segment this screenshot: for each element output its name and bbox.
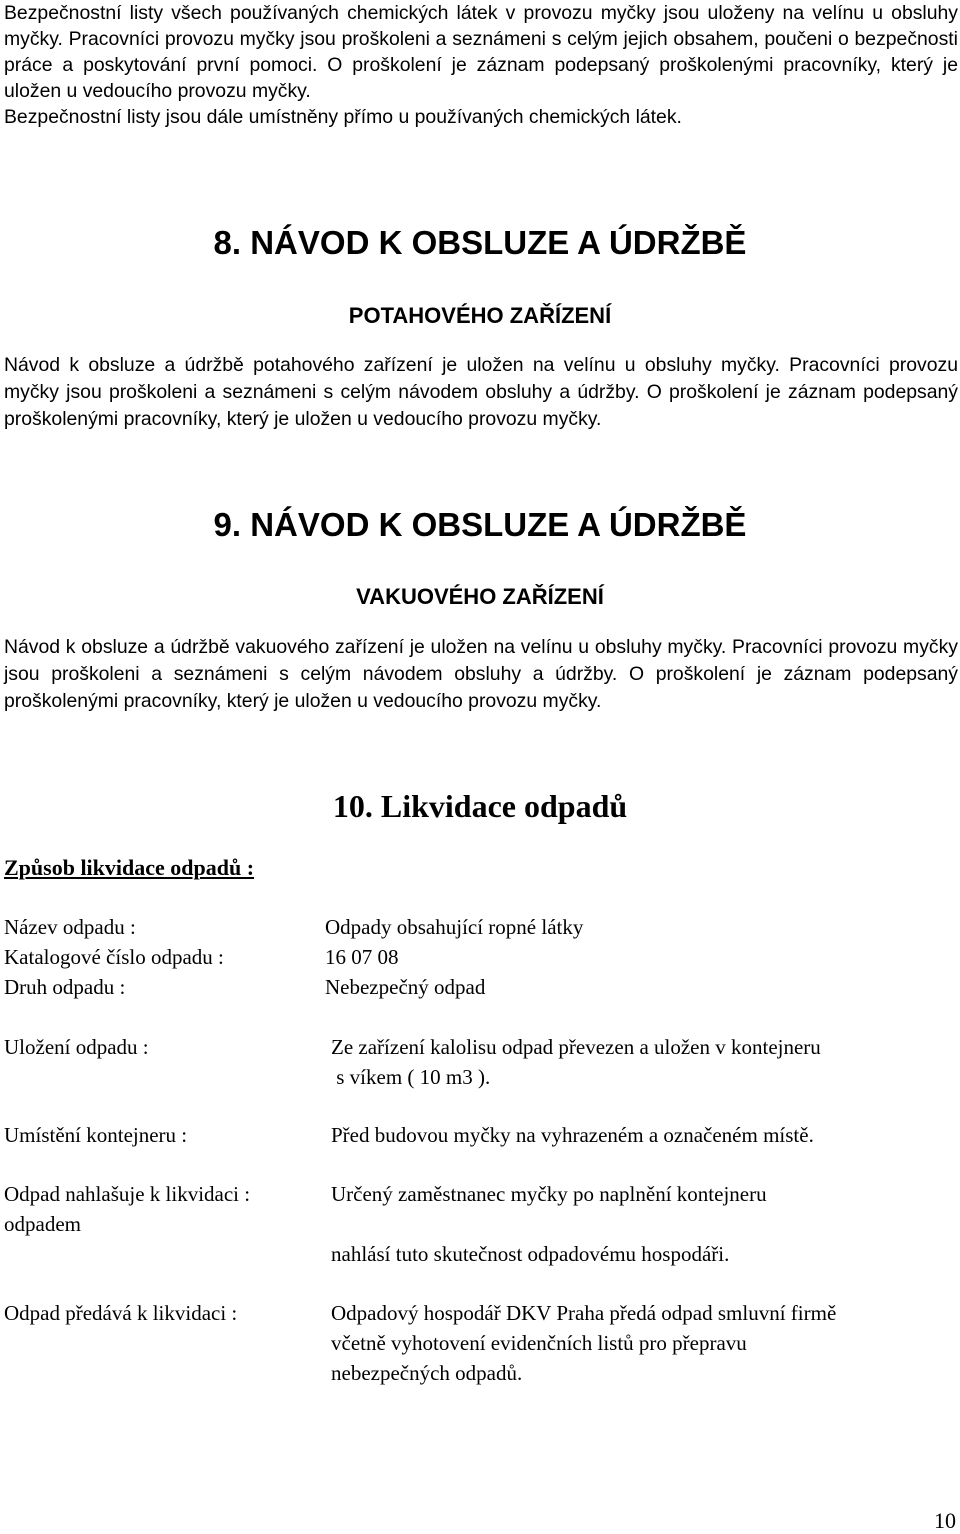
waste-type-label: Druh odpadu : <box>4 975 126 999</box>
waste-disposal-subhead: Způsob likvidace odpadů : <box>4 855 255 880</box>
storage-value-line-1: Ze zařízení kalolisu odpad převezen a uložen v kontejneru <box>331 1035 821 1059</box>
storage-label: Uložení odpadu : <box>4 1035 149 1059</box>
section-10-title: 10. Likvidace odpadů <box>332 788 628 824</box>
waste-name-label: Název odpadu : <box>4 915 136 939</box>
storage-value-line-2: s víkem ( 10 m3 ). <box>331 1065 491 1089</box>
section-9-body <box>4 634 958 715</box>
container-location-value: Před budovou myčky na vyhrazeném a označeném místě. <box>331 1123 814 1147</box>
section-8-subtitle: POTAHOVÉHO ZAŘÍZENÍ <box>348 303 612 328</box>
section-9-title: 9. NÁVOD K OBSLUZE A ÚDRŽBĚ <box>213 506 747 543</box>
catalog-number-label: Katalogové číslo odpadu : <box>4 945 224 969</box>
reporter-value-line-1: Určený zaměstnanec myčky po naplnění kontejneru <box>331 1182 767 1206</box>
waste-type-value: Nebezpečný odpad <box>325 975 486 999</box>
reporter-label-line-1: Odpad nahlašuje k likvidaci : <box>4 1182 251 1206</box>
handover-value-line-1: Odpadový hospodář DKV Praha předá odpad smluvní firmě <box>331 1301 837 1325</box>
handover-value-line-2: včetně vyhotovení evidenčních listů pro přepravu <box>331 1331 747 1355</box>
section-9-subtitle: VAKUOVÉHO ZAŘÍZENÍ <box>356 584 604 609</box>
intro-text <box>4 0 958 130</box>
handover-value-line-3: nebezpečných odpadů. <box>331 1361 523 1385</box>
intro-paragraph: Bezpečnostní listy všech používaných chemických látek v provozu myčky jsou uloženy na velínu u obsluhy myčky. Pracovníci provozu myčky jsou proškoleni a seznámeni s celým jejich obsahem, poučeni o bezpečnosti práce a poskytování první pomoci. O proškolení je záznam podepsaný proškolenými pracovníky, který je uložen u vedoucího provozu myčky. <box>4 2 958 102</box>
waste-name-value: Odpady obsahující ropné látky <box>325 915 584 939</box>
catalog-number-value: 16 07 08 <box>325 945 399 969</box>
page-number: 10 <box>934 1508 956 1533</box>
section-9-paragraph: Návod k obsluze a údržbě vakuového zařízení je uložen na velínu u obsluhy myčky. Pracovníci provozu myčky jsou proškoleni a seznámeni s celým návodem obsluhy a údržby. O proškolení je záznam podepsaný proškolenými pracovníky, který je uložen u vedoucího provozu myčky. <box>4 636 958 712</box>
section-8-paragraph: Návod k obsluze a údržbě potahového zařízení je uložen na velínu u obsluhy myčky. Pracovníci provozu myčky jsou proškoleni a seznámeni s celým návodem obsluhy a údržby. O proškolení je záznam podepsaný proškolenými pracovníky, který je uložen u vedoucího provozu myčky. <box>4 354 958 430</box>
section-8-body <box>4 352 958 433</box>
container-location-label: Umístění kontejneru : <box>4 1123 188 1147</box>
reporter-value-line-2: nahlásí tuto skutečnost odpadovému hospodáři. <box>331 1242 730 1266</box>
intro-paragraph-2: Bezpečnostní listy jsou dále umístněny přímo u používaných chemických látek. <box>4 106 682 128</box>
section-8-title: 8. NÁVOD K OBSLUZE A ÚDRŽBĚ <box>213 224 747 261</box>
reporter-label-line-2: odpadem <box>4 1212 81 1236</box>
handover-label: Odpad předává k likvidaci : <box>4 1301 238 1325</box>
